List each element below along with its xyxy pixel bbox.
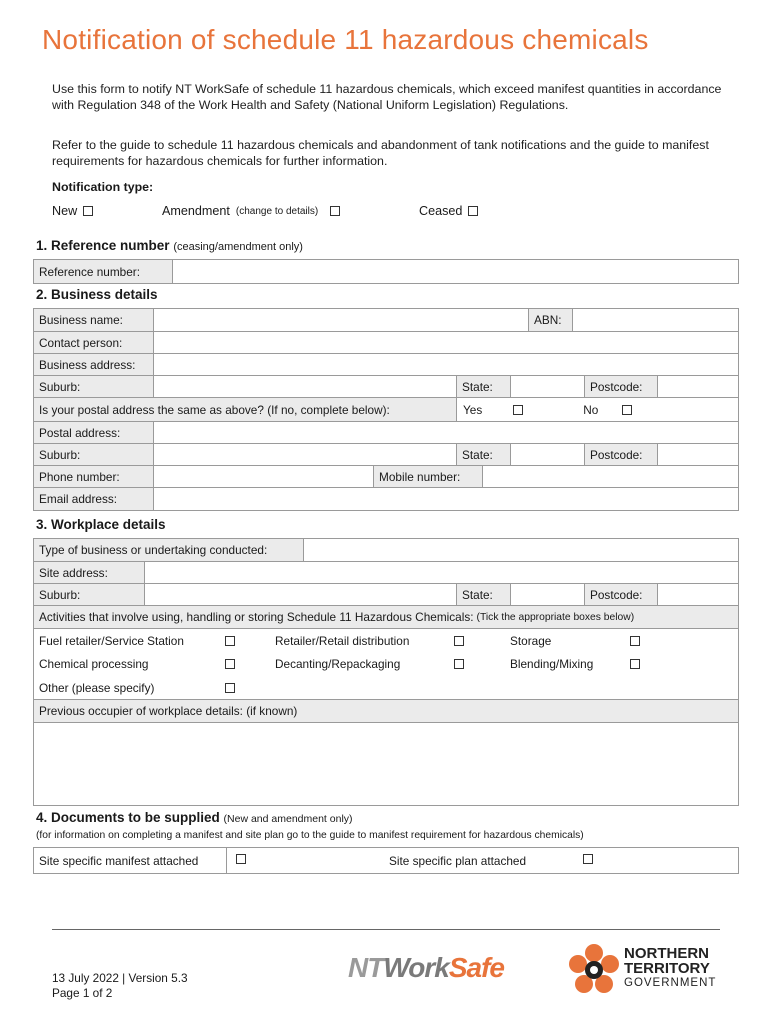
option-fuel: Fuel retailer/Service Station xyxy=(39,633,184,648)
business-name-field[interactable] xyxy=(153,309,528,331)
state-label: State: xyxy=(456,376,510,397)
abn-label: ABN: xyxy=(528,309,572,331)
section-1-heading xyxy=(36,238,303,253)
ceased-label: Ceased xyxy=(419,204,463,218)
site-suburb-row xyxy=(34,584,738,606)
option-retailer: Retailer/Retail distribution xyxy=(275,633,410,648)
business-address-field[interactable] xyxy=(153,354,738,375)
business-name-label: Business name: xyxy=(34,309,153,331)
suburb-field[interactable] xyxy=(153,376,456,397)
manifest-checkbox[interactable] xyxy=(236,854,246,864)
postal-state-field[interactable] xyxy=(510,444,584,465)
documents-divider xyxy=(226,848,227,873)
site-address-field[interactable] xyxy=(144,562,738,583)
option-blending: Blending/Mixing xyxy=(510,656,594,671)
option-chemical: Chemical processing xyxy=(39,656,149,671)
phone-row xyxy=(34,466,738,488)
type-of-business-row xyxy=(34,539,738,562)
other-checkbox[interactable] xyxy=(225,683,235,693)
intro-paragraph-2: Refer to the guide to schedule 11 hazardous chemicals and abandonment of tank notifications and the guide to manifest requirements for hazardous chemicals for further information. xyxy=(52,138,709,168)
contact-person-row xyxy=(34,332,738,354)
yes-label: Yes xyxy=(463,402,483,417)
site-postcode-label: Postcode: xyxy=(584,584,657,605)
logo-nt-text: NT xyxy=(348,952,384,983)
site-state-label: State: xyxy=(456,584,510,605)
site-address-label: Site address: xyxy=(34,562,144,583)
documents-row xyxy=(34,848,738,873)
email-field[interactable] xyxy=(153,488,738,510)
reference-row xyxy=(34,260,738,283)
business-details-box xyxy=(33,308,739,511)
ceased-checkbox[interactable] xyxy=(468,206,478,216)
section-1-title: 1. Reference number xyxy=(36,238,170,253)
amendment-label: Amendment xyxy=(162,204,230,218)
postal-address-field[interactable] xyxy=(153,422,738,443)
business-address-row xyxy=(34,354,738,376)
amendment-checkbox[interactable] xyxy=(330,206,340,216)
previous-occupier-field[interactable] xyxy=(34,723,738,805)
chemical-checkbox[interactable] xyxy=(225,659,235,669)
nt-worksafe-logo xyxy=(348,952,504,984)
activities-row xyxy=(34,606,738,629)
site-plan-label: Site specific plan attached xyxy=(389,853,527,868)
notification-new-option xyxy=(52,204,93,218)
no-label: No xyxy=(583,402,599,417)
section-1-note: (ceasing/amendment only) xyxy=(173,241,303,253)
activities-note: (Tick the appropriate boxes below) xyxy=(476,611,635,623)
manifest-label: Site specific manifest attached xyxy=(39,853,199,868)
site-state-field[interactable] xyxy=(510,584,584,605)
reference-label: Reference number: xyxy=(34,260,172,283)
activities-label xyxy=(34,606,738,628)
new-label: New xyxy=(52,204,78,218)
postal-postcode-field[interactable] xyxy=(657,444,738,465)
contact-person-label: Contact person: xyxy=(34,332,153,353)
section-3-heading: 3. Workplace details xyxy=(36,517,166,532)
notification-ceased-option xyxy=(419,204,478,218)
phone-label: Phone number: xyxy=(34,466,153,487)
option-other: Other (please specify) xyxy=(39,680,155,695)
page-title: Notification of schedule 11 hazardous chemicals xyxy=(42,24,649,55)
logo-safe-text: Safe xyxy=(448,952,504,983)
footer-page-number: Page 1 of 2 xyxy=(52,986,113,1000)
postal-same-row xyxy=(34,398,738,422)
storage-checkbox[interactable] xyxy=(630,636,640,646)
postcode-field[interactable] xyxy=(657,376,738,397)
reference-number-field[interactable] xyxy=(172,260,738,283)
reference-number-box xyxy=(33,259,739,284)
site-address-row xyxy=(34,562,738,584)
previous-occupier-label: Previous occupier of workplace details: (if known) xyxy=(34,700,738,722)
intro-paragraph-1: Use this form to notify NT WorkSafe of schedule 11 hazardous chemicals, which exceed manifest quantities in accordance with Regulation 348 of the Work Health and Safety (National Uniform Legislation) Regulations. xyxy=(52,82,722,112)
option-decanting: Decanting/Repackaging xyxy=(275,656,401,671)
previous-occupier-row xyxy=(34,700,738,723)
ntg-line-1: NORTHERN xyxy=(624,945,709,962)
option-storage: Storage xyxy=(510,633,552,648)
postal-yes-checkbox[interactable] xyxy=(513,405,523,415)
activities-options xyxy=(34,629,738,700)
site-suburb-label: Suburb: xyxy=(34,584,144,605)
logo-work-text: Work xyxy=(383,952,449,983)
email-label: Email address: xyxy=(34,488,153,510)
section-4-heading xyxy=(36,810,353,825)
workplace-details-box xyxy=(33,538,739,806)
section-2-heading: 2. Business details xyxy=(36,287,158,302)
postal-same-options xyxy=(456,398,738,421)
site-postcode-field[interactable] xyxy=(657,584,738,605)
footer-info xyxy=(52,971,188,1001)
postal-suburb-row xyxy=(34,444,738,466)
new-checkbox[interactable] xyxy=(83,206,93,216)
notification-amendment-option xyxy=(162,204,340,218)
state-field[interactable] xyxy=(510,376,584,397)
amendment-note: (change to details) xyxy=(235,205,319,217)
postcode-label: Postcode: xyxy=(584,376,657,397)
suburb-label: Suburb: xyxy=(34,376,153,397)
type-of-business-label: Type of business or undertaking conducted: xyxy=(34,539,303,561)
postal-same-question: Is your postal address the same as above? (If no, complete below): xyxy=(34,398,456,421)
postal-no-checkbox[interactable] xyxy=(622,405,632,415)
notification-type-label: Notification type: xyxy=(52,180,154,194)
section-4-note: (New and amendment only) xyxy=(223,813,353,825)
business-address-label: Business address: xyxy=(34,354,153,375)
blending-checkbox[interactable] xyxy=(630,659,640,669)
ntg-line-3: GOVERNMENT xyxy=(624,977,717,989)
postal-address-label: Postal address: xyxy=(34,422,153,443)
phone-field[interactable] xyxy=(153,466,373,487)
documents-box xyxy=(33,847,739,874)
nt-government-wordmark xyxy=(624,946,716,991)
section-4-title: 4. Documents to be supplied xyxy=(36,810,220,825)
postal-state-label: State: xyxy=(456,444,510,465)
fuel-checkbox[interactable] xyxy=(225,636,235,646)
mobile-label: Mobile number: xyxy=(373,466,482,487)
business-suburb-row xyxy=(34,376,738,398)
activities-text: Activities that involve using, handling or storing Schedule 11 Hazardous Chemicals: xyxy=(39,610,474,624)
postal-address-row xyxy=(34,422,738,444)
email-row xyxy=(34,488,738,510)
ntg-line-2: TERRITORY xyxy=(624,960,710,977)
type-of-business-field[interactable] xyxy=(303,539,738,561)
decanting-checkbox[interactable] xyxy=(454,659,464,669)
retailer-checkbox[interactable] xyxy=(454,636,464,646)
postal-postcode-label: Postcode: xyxy=(584,444,657,465)
footer-divider xyxy=(52,929,720,930)
section-4-subnote: (for information on completing a manifest and site plan go to the guide to manifest requirement for hazardous chemicals) xyxy=(36,830,584,841)
contact-person-field[interactable] xyxy=(153,332,738,353)
postal-suburb-label: Suburb: xyxy=(34,444,153,465)
postal-suburb-field[interactable] xyxy=(153,444,456,465)
footer-date-version: 13 July 2022 | Version 5.3 xyxy=(52,971,188,985)
business-name-row xyxy=(34,309,738,332)
abn-field[interactable] xyxy=(572,309,738,331)
mobile-field[interactable] xyxy=(482,466,738,487)
site-plan-checkbox[interactable] xyxy=(583,854,593,864)
site-suburb-field[interactable] xyxy=(144,584,456,605)
